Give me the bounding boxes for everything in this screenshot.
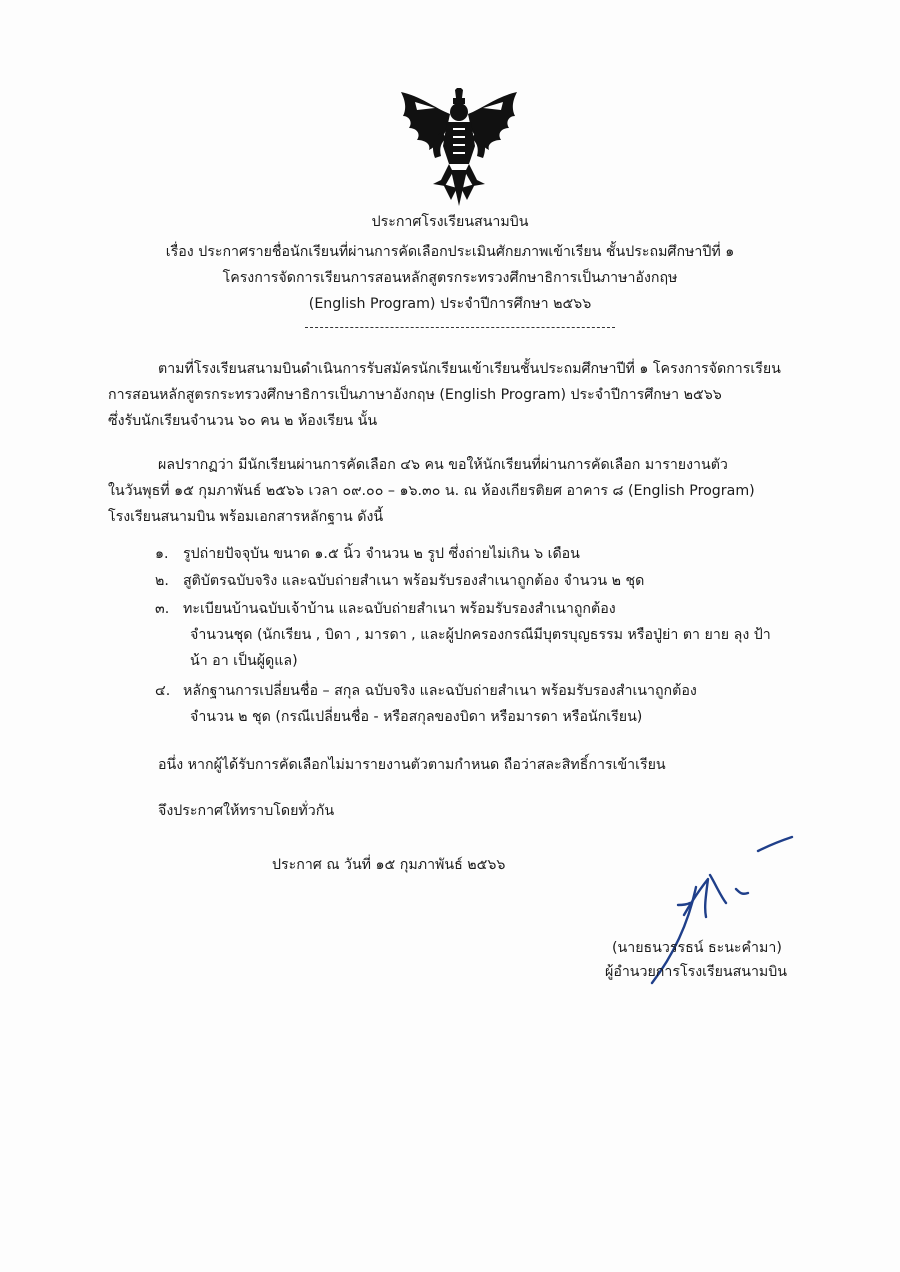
list-item-text-2: จำนวนชุด (นักเรียน , บิดา , มารดา , และผู้ปกครองกรณีมีบุตรบุญธรรม หรือปู่ย่า ตา ยาย ลุง ป้า xyxy=(190,627,771,643)
announcement-year: (English Program) ประจำปีการศึกษา ๒๕๖๖ xyxy=(308,296,592,312)
list-item-text: หลักฐานการเปลี่ยนชื่อ – สกุล ฉบับจริง และฉบับถ่ายสำเนา พร้อมรับรองสำเนาถูกต้อง xyxy=(183,683,697,699)
note-text: อนึ่ง หากผู้ได้รับการคัดเลือกไม่มารายงานตัวตามกำหนด ถือว่าสละสิทธิ์การเข้าเรียน xyxy=(158,757,666,773)
paragraph-2-line-1: ผลปรากฏว่า มีนักเรียนผ่านการคัดเลือก ๔๖ คน ขอให้นักเรียนที่ผ่านการคัดเลือก มารายงานตัว xyxy=(158,457,728,473)
signatory-position: ผู้อำนวยการโรงเรียนสนามบิน xyxy=(605,964,787,980)
list-item-text: สูติบัตรฉบับจริง และฉบับถ่ายสำเนา พร้อมรับรองสำเนาถูกต้อง จำนวน ๒ ชุด xyxy=(183,573,645,589)
paragraph-2 xyxy=(108,452,823,530)
list-item-number: ๓. xyxy=(155,601,170,617)
paragraph-1 xyxy=(108,356,823,434)
list-item xyxy=(155,596,825,674)
announcement-issuer: ประกาศโรงเรียนสนามบิน xyxy=(371,214,529,230)
list-item-number: ๔. xyxy=(155,683,171,699)
list-item-text-2: จำนวน ๒ ชุด (กรณีเปลี่ยนชื่อ - หรือสกุลของบิดา หรือมารดา หรือนักเรียน) xyxy=(190,709,643,725)
paragraph-1-line-1: ตามที่โรงเรียนสนามบินดำเนินการรับสมัครนักเรียนเข้าเรียนชั้นประถมศึกษาปีที่ ๑ โครงการจัดการเรียน xyxy=(158,361,781,377)
list-item-text: ทะเบียนบ้านฉบับเจ้าบ้าน และฉบับถ่ายสำเนา พร้อมรับรองสำเนาถูกต้อง xyxy=(183,601,616,617)
list-item-number: ๒. xyxy=(155,573,169,589)
paragraph-2-line-3: โรงเรียนสนามบิน พร้อมเอกสารหลักฐาน ดังนี้ xyxy=(108,509,384,525)
garuda-emblem-icon xyxy=(395,88,523,208)
announcement-date: ประกาศ ณ วันที่ ๑๕ กุมภาพันธ์ ๒๕๖๖ xyxy=(272,857,506,873)
list-item xyxy=(155,678,825,730)
list-item-text-3: น้า อา เป็นผู้ดูแล) xyxy=(190,653,298,669)
paragraph-1-line-2: การสอนหลักสูตรกระทรวงศึกษาธิการเป็นภาษาอังกฤษ (English Program) ประจำปีการศึกษา ๒๕๖๖ xyxy=(108,387,722,403)
paragraph-2-line-2: ในวันพุธที่ ๑๕ กุมภาพันธ์ ๒๕๖๖ เวลา ๐๙.๐๐ – ๑๖.๓๐ น. ณ ห้องเกียรติยศ อาคาร ๘ (English Program) xyxy=(108,483,755,499)
list-item-text: รูปถ่ายปัจจุบัน ขนาด ๑.๕ นิ้ว จำนวน ๒ รูป ซึ่งถ่ายไม่เกิน ๖ เดือน xyxy=(183,546,580,562)
closing-text: จึงประกาศให้ทราบโดยทั่วกัน xyxy=(158,803,335,819)
signatory-name: (นายธนวรรธน์ ธะนะคำมา) xyxy=(612,940,782,956)
list-item-number: ๑. xyxy=(155,546,169,562)
announcement-program: โครงการจัดการเรียนการสอนหลักสูตรกระทรวงศึกษาธิการเป็นภาษาอังกฤษ xyxy=(222,270,678,286)
list-item xyxy=(155,541,580,567)
announcement-subject: เรื่อง ประกาศรายชื่อนักเรียนที่ผ่านการคัดเลือกประเมินศักยภาพเข้าเรียน ชั้นประถมศึกษาปีที่ ๑ xyxy=(165,244,735,260)
separator-line xyxy=(305,327,615,328)
list-item xyxy=(155,568,644,594)
paragraph-1-line-3: ซึ่งรับนักเรียนจำนวน ๖๐ คน ๒ ห้องเรียน นั้น xyxy=(108,413,378,429)
